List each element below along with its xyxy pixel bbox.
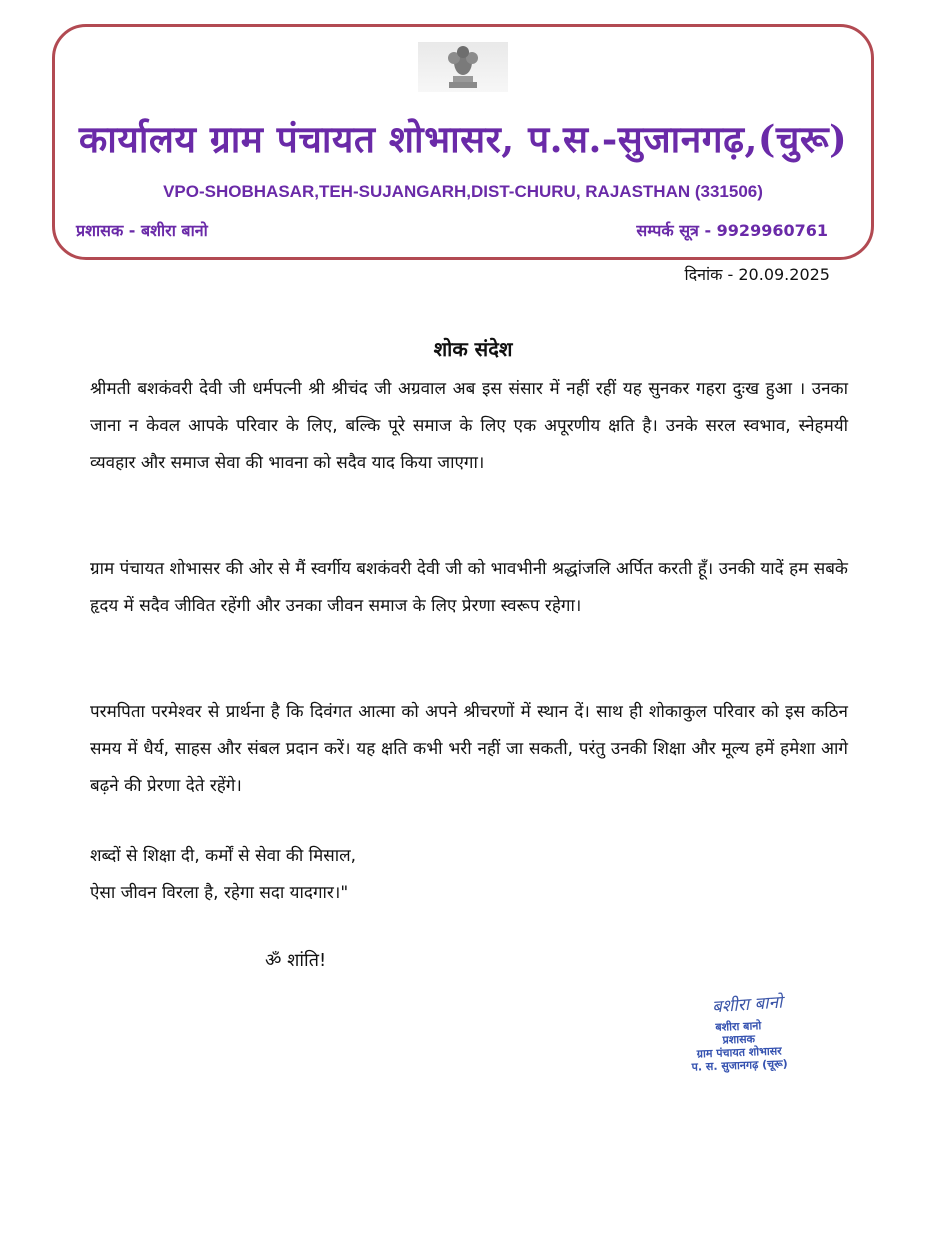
contact-number: सम्पर्क सूत्र - 9929960761	[636, 221, 828, 240]
paragraph-1: श्रीमती बशकंवरी देवी जी धर्मपत्नी श्री श्रीचंद जी अग्रवाल अब इस संसार में नहीं रहीं यह सुनकर गहरा दुःख हुआ । उनका जाना न केवल आपके परिवार के लिए, बल्कि पूरे समाज के लिए एक अपूरणीय क्षति है। उनके सरल स्वभाव, स्नेहमयी व्यवहार और समाज सेवा की भावना को सदैव याद किया जाएगा।	[90, 379, 848, 473]
office-title: कार्यालय ग्राम पंचायत शोभासर, प.स.-सुजानगढ़,(चुरू)	[78, 117, 848, 161]
handwritten-signature: बशीरा बानो	[711, 992, 784, 1018]
couplet	[90, 838, 356, 912]
national-emblem-icon	[418, 42, 508, 92]
administrator-name: प्रशासक - बशीरा बानो	[76, 221, 208, 240]
letter-date: दिनांक - 20.09.2025	[684, 265, 830, 284]
paragraph-3: परमपिता परमेश्वर से प्रार्थना है कि दिवंगत आत्मा को अपने श्रीचरणों में स्थान दें। साथ ही शोकाकुल परिवार को इस कठिन समय में धैर्य, साहस और संबल प्रदान करें। यह क्षति कभी भरी नहीं जा सकती, परंतु उनकी शिक्षा और मूल्य हमें हमेशा आगे बढ़ने की प्रेरणा देते रहेंगे।	[90, 702, 848, 796]
condolence-heading: शोक संदेश	[433, 337, 513, 361]
official-stamp	[675, 1018, 803, 1074]
stamp-line-name: बशीरा बानो	[715, 1019, 762, 1034]
couplet-line-2: ऐसा जीवन विरला है, रहेगा सदा यादगार।"	[90, 883, 349, 903]
closing-om-shanti: ॐ शांति!	[265, 950, 327, 971]
paragraph-2: ग्राम पंचायत शोभासर की ओर से मैं स्वर्गीय बशकंवरी देवी जी को भावभीनी श्रद्धांजलि अर्पित करती हूँ। उनकी यादें हम सबके हृदय में सदैव जीवित रहेंगी और उनका जीवन समाज के लिए प्रेरणा स्वरूप रहेगा।	[90, 559, 848, 616]
couplet-line-1: शब्दों से शिक्षा दी, कर्मों से सेवा की मिसाल,	[90, 846, 357, 866]
stamp-line-designation: प्रशासक	[722, 1032, 756, 1047]
office-address: VPO-SHOBHASAR,TEH-SUJANGARH,DIST-CHURU, RAJASTHAN (331506)	[163, 182, 763, 201]
stamp-line-location: प. स. सुजानगढ़ (चूरू)	[691, 1057, 788, 1074]
stamp-line-office: ग्राम पंचायत शोभासर	[696, 1044, 782, 1061]
